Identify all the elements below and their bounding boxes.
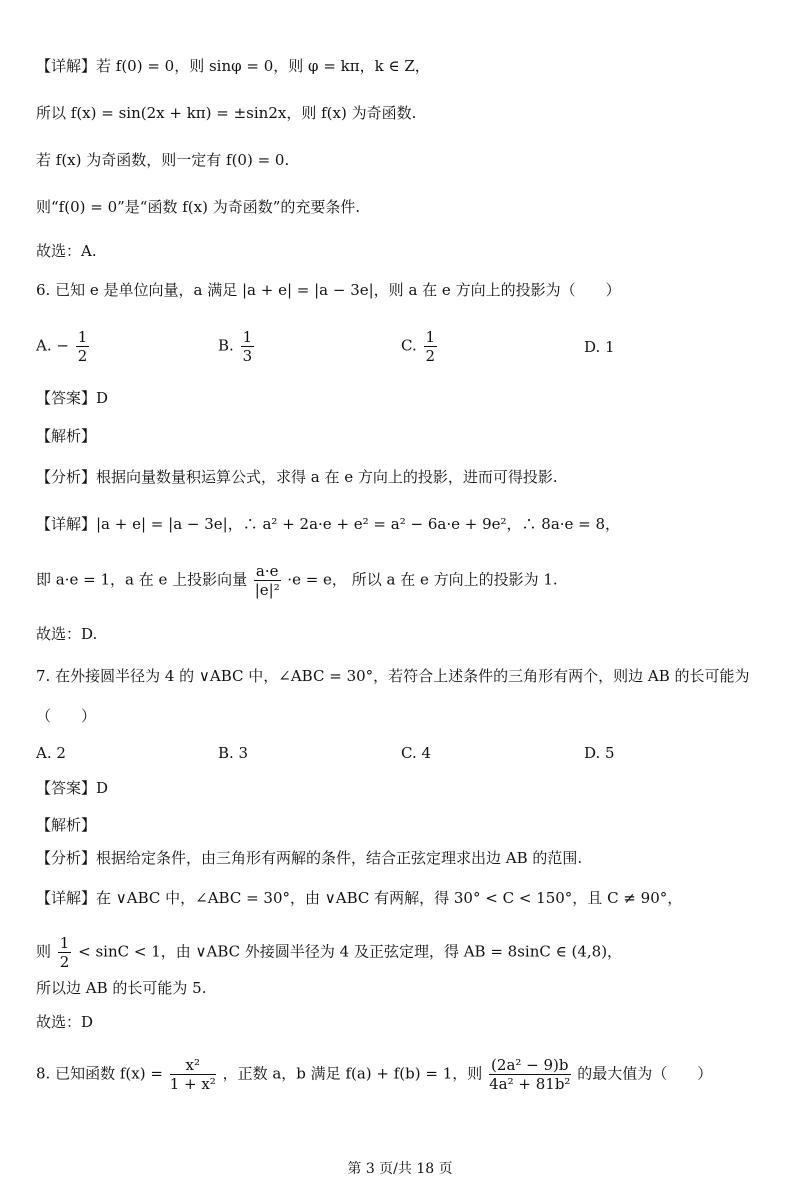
q6-option-c-num: 1 [425,328,436,346]
half-num: 1 [59,934,70,952]
q6-option-d: D. 1 [584,338,615,356]
choice-line-5: 故选：A. [36,242,97,260]
q7-option-a: A. 2 [36,744,66,762]
q6-option-b [218,328,256,365]
q6-option-c-fraction [424,328,438,365]
q6-option-b-den: 3 [242,347,253,365]
detail-line-1: 【详解】若 f(0) = 0，则 sinφ = 0，则 φ = kπ，k ∈ Z， [36,57,430,75]
q7-option-d: D. 5 [584,744,615,762]
detail-6b [36,562,558,599]
q6-option-b-num: 1 [242,328,253,346]
method-7: 【分析】根据给定条件，由三角形有两解的条件，结合正弦定理求出边 AB 的范围. [36,849,583,867]
q6-option-a-sign: − [56,336,69,355]
q6-option-a-den: 2 [77,347,88,365]
choice-6: 故选：D. [36,625,98,643]
q6-option-b-fraction [241,328,255,365]
target-fraction [489,1056,570,1093]
page-footer: 第 3 页/共 18 页 [347,1161,453,1177]
question-6: 6. 已知 e 是单位向量，a 满足 |a + e| = |a − 3e|，则 a 在 e 方向上的投影为（ ） [36,281,621,299]
half-fraction [58,934,72,971]
half-den: 2 [59,953,70,971]
target-den: 4a² + 81b² [489,1075,571,1093]
detail-line-4: 则“f(0) = 0”是“函数 f(x) 为奇函数”的充要条件. [36,198,361,216]
projection-den: |e|² [254,581,280,599]
q7-option-b: B. 3 [218,744,249,762]
q6-option-a-fraction [76,328,90,365]
analysis-6: 【解析】 [36,427,97,445]
projection-num: a·e [255,562,279,580]
q6-option-a-num: 1 [77,328,88,346]
detail-7a: 【详解】在 ∨ABC 中，∠ABC = 30°，由 ∨ABC 有两解，得 30° < C < 150°，且 C ≠ 90°， [36,889,683,907]
answer-6: 【答案】D [36,389,109,407]
answer-7: 【答案】D [36,779,109,797]
q6-option-a [36,328,91,365]
function-den: 1 + x² [169,1075,216,1093]
question-7: 7. 在外接圆半径为 4 的 ∨ABC 中，∠ABC = 30°，若符合上述条件的三角形有两个，则边 AB 的长可能为 [36,667,750,685]
q6-option-c-label: C. [401,336,417,355]
detail-6a: 【详解】|a + e| = |a − 3e|，∴ a² + 2a·e + e² = a² − 6a·e + 9e²，∴ 8a·e = 8， [36,515,621,533]
choice-7: 故选：D [36,1013,94,1031]
detail-7b [36,934,622,971]
q6-option-c [401,328,439,365]
detail-6b-pre: 即 a·e = 1，a 在 e 上投影向量 [36,570,248,589]
q6-option-a-label: A. [36,336,52,355]
method-6: 【分析】根据向量数量积运算公式，求得 a 在 e 方向上的投影，进而可得投影. [36,468,558,486]
question-8-mid: ，正数 a，b 满足 f(a) + f(b) = 1，则 [222,1064,483,1083]
q6-option-b-label: B. [218,336,234,355]
function-num: x² [170,1056,216,1075]
projection-tail: ·e = e， [287,570,347,589]
q6-option-c-den: 2 [425,347,436,365]
projection-fraction [254,562,281,599]
q7-option-c: C. 4 [401,744,432,762]
question-7-paren: （ ） [36,707,97,725]
question-8-pre: 8. 已知函数 f(x) = [36,1064,163,1083]
detail-7b-pre: 则 [36,942,52,961]
question-8-post: 的最大值为（ ） [577,1064,713,1083]
function-fraction [170,1056,216,1093]
detail-line-2: 所以 f(x) = sin(2x + kπ) = ±sin2x，则 f(x) 为奇函数. [36,104,417,122]
detail-line-3: 若 f(x) 为奇函数，则一定有 f(0) = 0. [36,151,290,169]
detail-7c: 所以边 AB 的长可能为 5. [36,979,207,997]
detail-7b-post: < sinC < 1，由 ∨ABC 外接圆半径为 4 及正弦定理，得 AB = 8sinC ∈ (4,8)， [78,942,623,961]
detail-6b-post: 所以 a 在 e 方向上的投影为 1. [351,570,558,589]
question-8 [36,1056,712,1093]
target-num: (2a² − 9)b [491,1056,569,1074]
analysis-7: 【解析】 [36,816,97,834]
